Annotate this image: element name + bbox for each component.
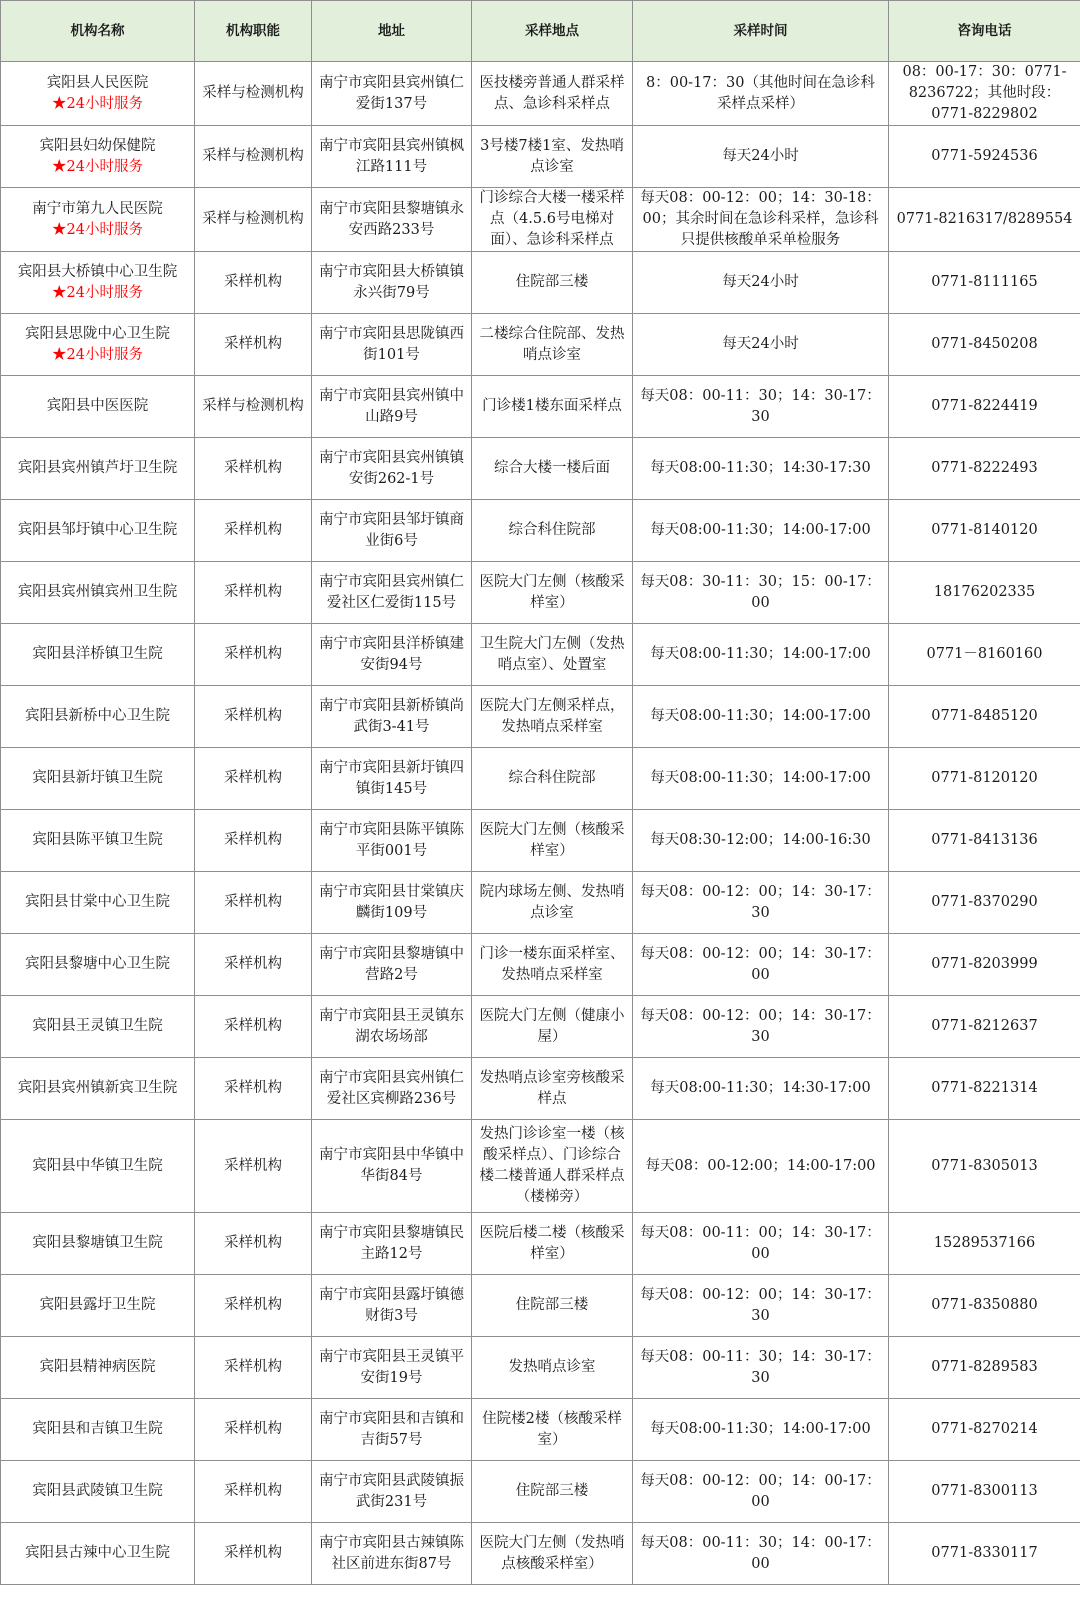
sampling-site: 发热哨点诊室旁核酸采样点 [472, 1058, 633, 1120]
phone-number: 0771-8222493 [889, 438, 1080, 500]
institution-name-cell [1, 686, 195, 748]
institution-function: 采样与检测机构 [195, 376, 312, 438]
sampling-time: 每天08：00-12：00；14：30-17：30 [633, 1275, 889, 1337]
sampling-time: 每天08：00-12：00；14：30-17：30 [633, 996, 889, 1058]
table-row [1, 252, 1080, 314]
table-row [1, 1399, 1080, 1461]
address: 南宁市宾阳县黎塘镇永安西路233号 [312, 188, 472, 252]
sampling-time: 每天08：00-11：30；14：30-17：30 [633, 1337, 889, 1399]
institution-name: 宾阳县宾州镇新宾卫生院 [17, 1080, 178, 1096]
institution-name: 宾阳县和吉镇卫生院 [32, 1421, 163, 1437]
sampling-site: 院内球场左侧、发热哨点诊室 [472, 872, 633, 934]
institution-name-cell [1, 1523, 195, 1585]
institution-name-cell [1, 748, 195, 810]
phone-number: 0771-8270214 [889, 1399, 1080, 1461]
phone-number: 0771-8120120 [889, 748, 1080, 810]
institution-name-cell [1, 1058, 195, 1120]
institution-name: 宾阳县大桥镇中心卫生院 [17, 263, 178, 280]
phone-number: 0771-8221314 [889, 1058, 1080, 1120]
24h-service-badge: ★24小时服务 [52, 95, 143, 112]
institution-name: 宾阳县精神病医院 [39, 1359, 156, 1375]
sampling-site: 医院后楼二楼（核酸采样室） [472, 1213, 633, 1275]
address: 南宁市宾阳县王灵镇东湖农场场部 [312, 996, 472, 1058]
address: 南宁市宾阳县王灵镇平安街19号 [312, 1337, 472, 1399]
sampling-site: 综合大楼一楼后面 [472, 438, 633, 500]
sampling-time: 每天08：00-11：30；14：00-17：00 [633, 1523, 889, 1585]
phone-number: 0771-8413136 [889, 810, 1080, 872]
sampling-site: 医院大门左侧（发热哨点核酸采样室） [472, 1523, 633, 1585]
sampling-site: 3号楼7楼1室、发热哨点诊室 [472, 126, 633, 188]
phone-number: 15289537166 [889, 1213, 1080, 1275]
header-sampling-time: 采样时间 [633, 1, 889, 62]
institution-function: 采样机构 [195, 748, 312, 810]
table-body [1, 62, 1080, 1585]
address: 南宁市宾阳县宾州镇枫江路111号 [312, 126, 472, 188]
institution-name: 宾阳县中华镇卫生院 [32, 1157, 163, 1174]
address: 南宁市宾阳县新圩镇四镇街145号 [312, 748, 472, 810]
sampling-time: 每天08:00-11:30；14:00-17:00 [633, 686, 889, 748]
table-row [1, 748, 1080, 810]
table-row [1, 1461, 1080, 1523]
sampling-site: 综合科住院部 [472, 500, 633, 562]
sampling-time: 每天24小时 [633, 126, 889, 188]
24h-service-badge: ★24小时服务 [52, 346, 143, 363]
institution-name-cell [1, 1461, 195, 1523]
header-phone: 咨询电话 [889, 1, 1080, 62]
institution-function: 采样机构 [195, 1058, 312, 1120]
sampling-time: 每天08:00-11:30；14:30-17:00 [633, 1058, 889, 1120]
institution-function: 采样机构 [195, 1461, 312, 1523]
institution-name: 宾阳县宾州镇芦圩卫生院 [17, 460, 178, 476]
header-address: 地址 [312, 1, 472, 62]
institution-function: 采样机构 [195, 934, 312, 996]
phone-number: 0771－8160160 [889, 624, 1080, 686]
institution-function: 采样机构 [195, 314, 312, 376]
table-row [1, 1120, 1080, 1213]
institution-function: 采样机构 [195, 1213, 312, 1275]
institution-name-cell [1, 1120, 195, 1213]
address: 南宁市宾阳县宾州镇仁爱社区宾柳路236号 [312, 1058, 472, 1120]
sampling-time: 每天08：00-11：00；14：30-17：00 [633, 1213, 889, 1275]
institution-name: 宾阳县陈平镇卫生院 [32, 832, 163, 848]
phone-number: 0771-8140120 [889, 500, 1080, 562]
sampling-site: 医院大门左侧（核酸采样室） [472, 810, 633, 872]
institution-function: 采样与检测机构 [195, 62, 312, 126]
institution-name-cell [1, 376, 195, 438]
address: 南宁市宾阳县宾州镇中山路9号 [312, 376, 472, 438]
header-institution-name: 机构名称 [1, 1, 195, 62]
address: 南宁市宾阳县邹圩镇商业街6号 [312, 500, 472, 562]
sampling-site: 医院大门左侧（核酸采样室） [472, 562, 633, 624]
table-row [1, 1275, 1080, 1337]
sampling-site: 门诊综合大楼一楼采样点（4.5.6号电梯对面）、急诊科采样点 [472, 188, 633, 252]
institution-name: 宾阳县思陇中心卫生院 [25, 325, 170, 342]
institution-function: 采样机构 [195, 810, 312, 872]
phone-number: 0771-8212637 [889, 996, 1080, 1058]
phone-number: 0771-8289583 [889, 1337, 1080, 1399]
institution-name-cell [1, 996, 195, 1058]
table-row [1, 314, 1080, 376]
table-row [1, 872, 1080, 934]
institution-function: 采样机构 [195, 1275, 312, 1337]
institution-name: 宾阳县古辣中心卫生院 [25, 1545, 170, 1561]
institution-function: 采样与检测机构 [195, 188, 312, 252]
institution-name-cell [1, 810, 195, 872]
institution-function: 采样机构 [195, 438, 312, 500]
sampling-time: 每天08：30-11：30；15：00-17：00 [633, 562, 889, 624]
sampling-site: 发热哨点诊室 [472, 1337, 633, 1399]
institution-name: 宾阳县黎塘镇卫生院 [32, 1235, 163, 1251]
institution-name-cell [1, 934, 195, 996]
phone-number: 08：00-17：30：0771-8236722；其他时段：0771-8229802 [889, 62, 1080, 126]
institution-name-cell [1, 1213, 195, 1275]
sampling-site: 综合科住院部 [472, 748, 633, 810]
institution-function: 采样机构 [195, 1523, 312, 1585]
institution-name: 宾阳县黎塘中心卫生院 [25, 956, 170, 972]
sampling-time: 每天08:00-11:30；14:30-17:30 [633, 438, 889, 500]
phone-number: 0771-8370290 [889, 872, 1080, 934]
phone-number: 0771-8305013 [889, 1120, 1080, 1213]
institution-name-cell [1, 188, 195, 252]
phone-number: 0771-8485120 [889, 686, 1080, 748]
phone-number: 0771-8224419 [889, 376, 1080, 438]
institution-function: 采样机构 [195, 500, 312, 562]
institution-name: 南宁市第九人民医院 [32, 200, 163, 217]
sampling-time: 每天24小时 [633, 252, 889, 314]
institution-name-cell [1, 314, 195, 376]
institution-name: 宾阳县武陵镇卫生院 [32, 1483, 163, 1499]
sampling-time: 每天08:00-11:30；14:00-17:00 [633, 1399, 889, 1461]
table-row [1, 1337, 1080, 1399]
table-row [1, 500, 1080, 562]
table-row [1, 1213, 1080, 1275]
address: 南宁市宾阳县甘棠镇庆麟街109号 [312, 872, 472, 934]
table-row [1, 624, 1080, 686]
table-row [1, 686, 1080, 748]
sampling-time: 每天08：00-12：00；14：00-17：00 [633, 1461, 889, 1523]
sampling-time: 每天08:00-11:30；14:00-17:00 [633, 748, 889, 810]
sampling-time: 每天08：00-12：00；14：30-17：00 [633, 934, 889, 996]
address: 南宁市宾阳县陈平镇陈平街001号 [312, 810, 472, 872]
institution-function: 采样机构 [195, 1337, 312, 1399]
phone-number: 0771-8203999 [889, 934, 1080, 996]
institution-function: 采样机构 [195, 1399, 312, 1461]
24h-service-badge: ★24小时服务 [52, 221, 143, 238]
phone-number: 18176202335 [889, 562, 1080, 624]
institution-name: 宾阳县甘棠中心卫生院 [25, 894, 170, 910]
address: 南宁市宾阳县宾州镇仁爱社区仁爱街115号 [312, 562, 472, 624]
table-row [1, 188, 1080, 252]
institution-name-cell [1, 500, 195, 562]
sampling-site: 医院大门左侧采样点，发热哨点采样室 [472, 686, 633, 748]
table-row [1, 810, 1080, 872]
table-row [1, 376, 1080, 438]
address: 南宁市宾阳县和吉镇和吉街57号 [312, 1399, 472, 1461]
24h-service-badge: ★24小时服务 [52, 284, 143, 301]
sampling-site: 住院部三楼 [472, 1461, 633, 1523]
institution-function: 采样机构 [195, 872, 312, 934]
institution-name: 宾阳县洋桥镇卫生院 [32, 646, 163, 662]
phone-number: 0771-8450208 [889, 314, 1080, 376]
sampling-time: 8：00-17：30（其他时间在急诊科采样点采样） [633, 62, 889, 126]
institution-name-cell [1, 1399, 195, 1461]
header-sampling-site: 采样地点 [472, 1, 633, 62]
sampling-time: 每天24小时 [633, 314, 889, 376]
address: 南宁市宾阳县洋桥镇建安街94号 [312, 624, 472, 686]
sampling-time: 每天08：00-12:00；14:00-17:00 [633, 1120, 889, 1213]
sampling-site: 住院楼2楼（核酸采样室） [472, 1399, 633, 1461]
institution-name-cell [1, 438, 195, 500]
institution-name-cell [1, 62, 195, 126]
institution-name: 宾阳县露圩卫生院 [39, 1297, 156, 1313]
sampling-time: 每天08:00-11:30；14:00-17:00 [633, 500, 889, 562]
institution-function: 采样机构 [195, 562, 312, 624]
institution-name: 宾阳县新桥中心卫生院 [25, 708, 170, 724]
institution-name-cell [1, 252, 195, 314]
sampling-site: 卫生院大门左侧（发热哨点室）、处置室 [472, 624, 633, 686]
sampling-site: 发热门诊诊室一楼（核酸采样点）、门诊综合楼二楼普通人群采样点（楼梯旁） [472, 1120, 633, 1213]
institution-function: 采样机构 [195, 996, 312, 1058]
institution-name: 宾阳县宾州镇宾州卫生院 [17, 584, 178, 600]
institution-name-cell [1, 562, 195, 624]
table-row [1, 1523, 1080, 1585]
institution-function: 采样机构 [195, 624, 312, 686]
sampling-time: 每天08：00-12：00；14：30-18：00；其余时间在急诊科采样，急诊科只提供核酸单采单检服务 [633, 188, 889, 252]
address: 南宁市宾阳县宾州镇仁爱街137号 [312, 62, 472, 126]
sampling-time: 每天08:00-11:30；14:00-17:00 [633, 624, 889, 686]
table-row [1, 62, 1080, 126]
institution-name: 宾阳县妇幼保健院 [39, 137, 156, 154]
sampling-site: 住院部三楼 [472, 252, 633, 314]
header-row [1, 1, 1080, 62]
institution-name-cell [1, 1275, 195, 1337]
address: 南宁市宾阳县宾州镇镇安街262-1号 [312, 438, 472, 500]
phone-number: 0771-8300113 [889, 1461, 1080, 1523]
institution-name: 宾阳县王灵镇卫生院 [32, 1018, 163, 1034]
address: 南宁市宾阳县黎塘镇民主路12号 [312, 1213, 472, 1275]
phone-number: 0771-8350880 [889, 1275, 1080, 1337]
address: 南宁市宾阳县武陵镇振武街231号 [312, 1461, 472, 1523]
sampling-time: 每天08：00-11：30；14：30-17：30 [633, 376, 889, 438]
address: 南宁市宾阳县古辣镇陈社区前进东街87号 [312, 1523, 472, 1585]
address: 南宁市宾阳县新桥镇尚武街3-41号 [312, 686, 472, 748]
sampling-site: 二楼综合住院部、发热哨点诊室 [472, 314, 633, 376]
institution-function: 采样机构 [195, 252, 312, 314]
address: 南宁市宾阳县黎塘镇中营路2号 [312, 934, 472, 996]
phone-number: 0771-8330117 [889, 1523, 1080, 1585]
table-row [1, 996, 1080, 1058]
institution-function: 采样与检测机构 [195, 126, 312, 188]
institution-name: 宾阳县新圩镇卫生院 [32, 770, 163, 786]
table-row [1, 1058, 1080, 1120]
sampling-time: 每天08:30-12:00；14:00-16:30 [633, 810, 889, 872]
sampling-site: 医院大门左侧（健康小屋） [472, 996, 633, 1058]
institution-name-cell [1, 126, 195, 188]
address: 南宁市宾阳县露圩镇德财街3号 [312, 1275, 472, 1337]
institution-name: 宾阳县中医医院 [46, 398, 149, 414]
institution-name: 宾阳县人民医院 [46, 74, 149, 91]
phone-number: 0771-8216317/8289554 [889, 188, 1080, 252]
address: 南宁市宾阳县思陇镇西街101号 [312, 314, 472, 376]
address: 南宁市宾阳县大桥镇镇永兴街79号 [312, 252, 472, 314]
table-row [1, 562, 1080, 624]
table-row [1, 438, 1080, 500]
sampling-site: 门诊楼1楼东面采样点 [472, 376, 633, 438]
phone-number: 0771-5924536 [889, 126, 1080, 188]
header-institution-function: 机构职能 [195, 1, 312, 62]
phone-number: 0771-8111165 [889, 252, 1080, 314]
sampling-site: 门诊一楼东面采样室、发热哨点采样室 [472, 934, 633, 996]
24h-service-badge: ★24小时服务 [52, 158, 143, 175]
institution-name-cell [1, 624, 195, 686]
institution-name: 宾阳县邹圩镇中心卫生院 [17, 522, 178, 538]
sampling-time: 每天08：00-12：00；14：30-17：30 [633, 872, 889, 934]
institution-function: 采样机构 [195, 686, 312, 748]
address: 南宁市宾阳县中华镇中华街84号 [312, 1120, 472, 1213]
institution-function: 采样机构 [195, 1120, 312, 1213]
table-row [1, 934, 1080, 996]
institution-name-cell [1, 872, 195, 934]
sampling-site: 医技楼旁普通人群采样点、急诊科采样点 [472, 62, 633, 126]
table-row [1, 126, 1080, 188]
institution-name-cell [1, 1337, 195, 1399]
sampling-site: 住院部三楼 [472, 1275, 633, 1337]
